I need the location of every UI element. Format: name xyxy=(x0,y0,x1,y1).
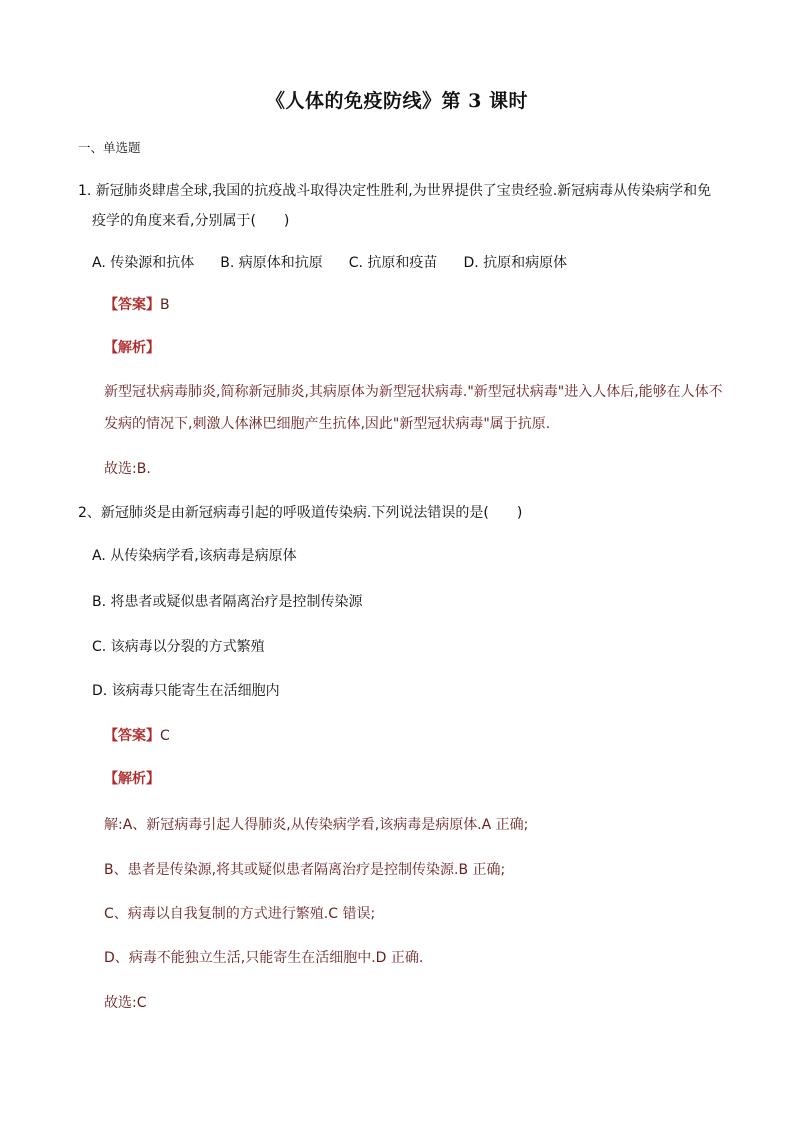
question-1-option-d: D. 抗原和病原体 xyxy=(463,255,568,271)
question-1-option-a: A. 传染源和抗体 xyxy=(92,255,195,271)
question-2-answer xyxy=(104,726,170,746)
question-2-option-b: B. 将患者或疑似患者隔离治疗是控制传染源 xyxy=(92,594,363,610)
question-2-option-d: D. 该病毒只能寄生在活细胞内 xyxy=(92,683,280,699)
answer-value: B xyxy=(160,297,170,313)
document-title: 《人体的免疫防线》第 3 课时 xyxy=(266,90,528,112)
question-1-conclusion: 故选:B. xyxy=(104,461,151,477)
answer-value: C xyxy=(160,728,170,744)
question-2-analysis-line-3: C、病毒以自我复制的方式进行繁殖.C 错误; xyxy=(104,906,376,922)
question-2-option-a: A. 从传染病学看,该病毒是病原体 xyxy=(92,548,297,564)
question-2-conclusion: 故选:C xyxy=(104,995,147,1011)
question-1-analysis-line-2: 发病的情况下,刺激人体淋巴细胞产生抗体,因此"新型冠状病毒"属于抗原. xyxy=(104,416,551,432)
question-1-options xyxy=(92,253,593,273)
question-2-option-c: C. 该病毒以分裂的方式繁殖 xyxy=(92,639,265,655)
question-1-analysis-tag: 【解析】 xyxy=(104,340,160,356)
section-heading: 一、单选题 xyxy=(78,140,141,155)
question-2-analysis-tag: 【解析】 xyxy=(104,771,160,787)
question-2-analysis-line-4: D、病毒不能独立生活,只能寄生在活细胞中.D 正确. xyxy=(104,950,424,966)
question-1-stem-line-2: 疫学的角度来看,分别属于( ) xyxy=(92,213,290,229)
question-2-analysis-line-1: 解:A、新冠病毒引起人得肺炎,从传染病学看,该病毒是病原体.A 正确; xyxy=(104,817,529,833)
question-1-answer xyxy=(104,295,170,315)
answer-tag: 【答案】 xyxy=(104,728,160,744)
question-1-analysis-line-1: 新型冠状病毒肺炎,简称新冠肺炎,其病原体为新型冠状病毒."新型冠状病毒"进入人体后,能够在人体不 xyxy=(104,384,723,400)
question-1-stem-line-1: 1. 新冠肺炎肆虐全球,我国的抗疫战斗取得决定性胜利,为世界提供了宝贵经验.新冠病毒从传染病学和免 xyxy=(78,183,712,199)
answer-tag: 【答案】 xyxy=(104,297,160,313)
question-1-option-b: B. 病原体和抗原 xyxy=(220,255,323,271)
question-1-option-c: C. 抗原和疫苗 xyxy=(348,255,438,271)
question-2-stem: 2、新冠肺炎是由新冠病毒引起的呼吸道传染病.下列说法错误的是( ) xyxy=(78,505,523,521)
question-2-analysis-line-2: B、患者是传染源,将其或疑似患者隔离治疗是控制传染源.B 正确; xyxy=(104,862,506,878)
